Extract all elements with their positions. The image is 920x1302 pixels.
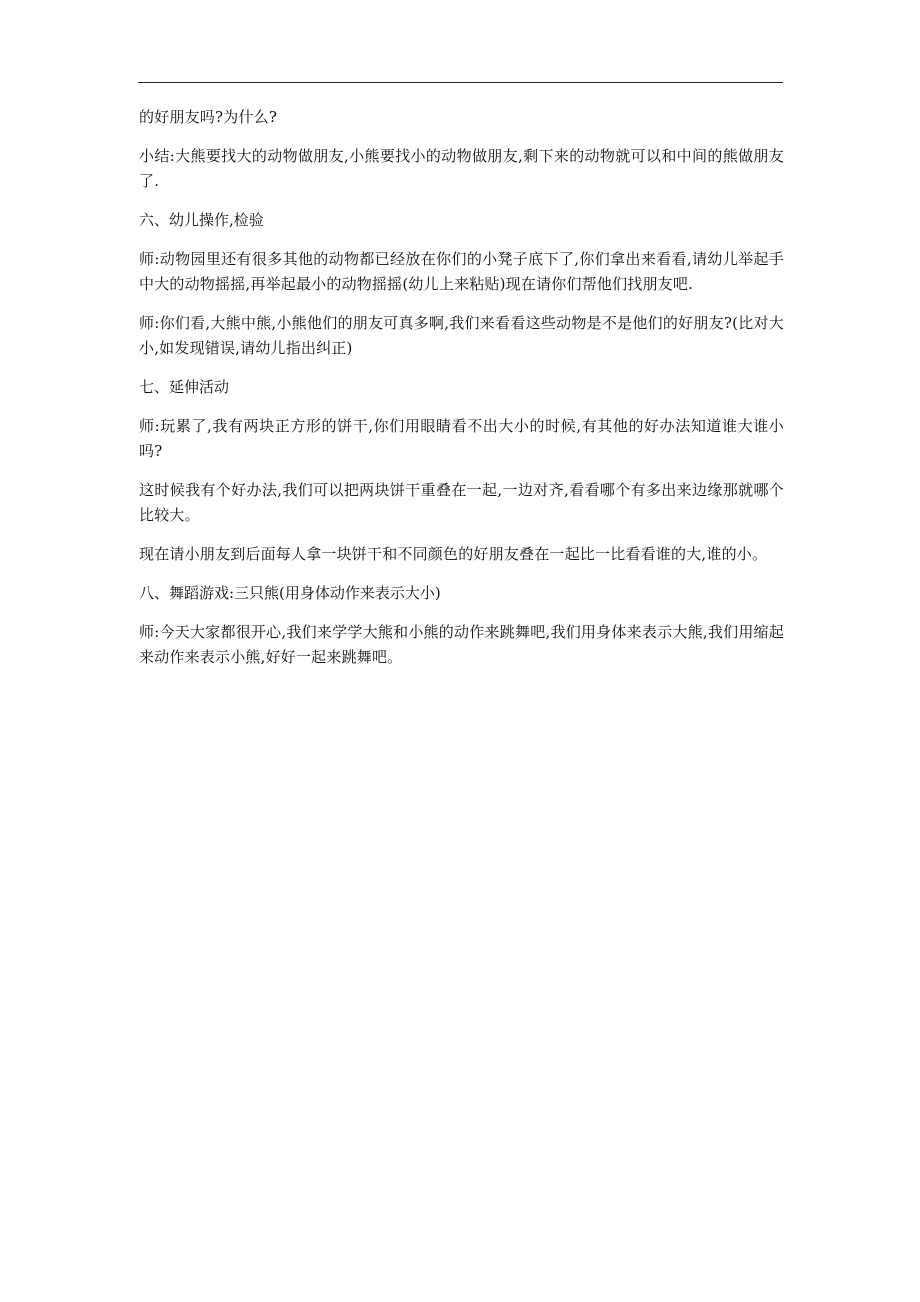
paragraph-teacher-2: 师:你们看,大熊中熊,小熊他们的朋友可真多啊,我们来看看这些动物是不是他们的好朋友?(比对大小,如发现错误,请幼儿指出纠正) [139,314,784,357]
paragraph-method: 这时候我有个好办法,我们可以把两块饼干重叠在一起,一边对齐,看看哪个有多出来边缘那就哪个比较大。 [139,481,784,524]
paragraph-instruction: 现在请小朋友到后面每人拿一块饼干和不同颜色的好朋友叠在一起比一比看看谁的大,谁的小。 [139,545,768,563]
paragraph-continuation: 的好朋友吗?为什么? [139,108,278,126]
paragraph-teacher-1: 师:动物园里还有很多其他的动物都已经放在你们的小凳子底下了,你们拿出来看看,请幼儿举起手中大的动物摇摇,再举起最小的动物摇摇(幼儿上来粘贴)现在请你们帮他们找朋友吧. [139,250,784,293]
section-heading-7: 七、延伸活动 [139,378,230,396]
section-heading-8: 八、舞蹈游戏:三只熊(用身体动作来表示大小) [139,584,441,602]
section-heading-6: 六、幼儿操作,检验 [139,211,264,229]
document-body [139,105,784,684]
paragraph-summary: 小结:大熊要找大的动物做朋友,小熊要找小的动物做朋友,剩下来的动物就可以和中间的熊做朋友了. [139,147,784,190]
paragraph-teacher-4: 师:今天大家都很开心,我们来学学大熊和小熊的动作来跳舞吧,我们用身体来表示大熊,我们用缩起来动作来表示小熊,好好一起来跳舞吧。 [139,623,784,666]
paragraph-teacher-3: 师:玩累了,我有两块正方形的饼干,你们用眼睛看不出大小的时候,有其他的好办法知道谁大谁小吗? [139,417,784,460]
header-rule [138,82,783,83]
